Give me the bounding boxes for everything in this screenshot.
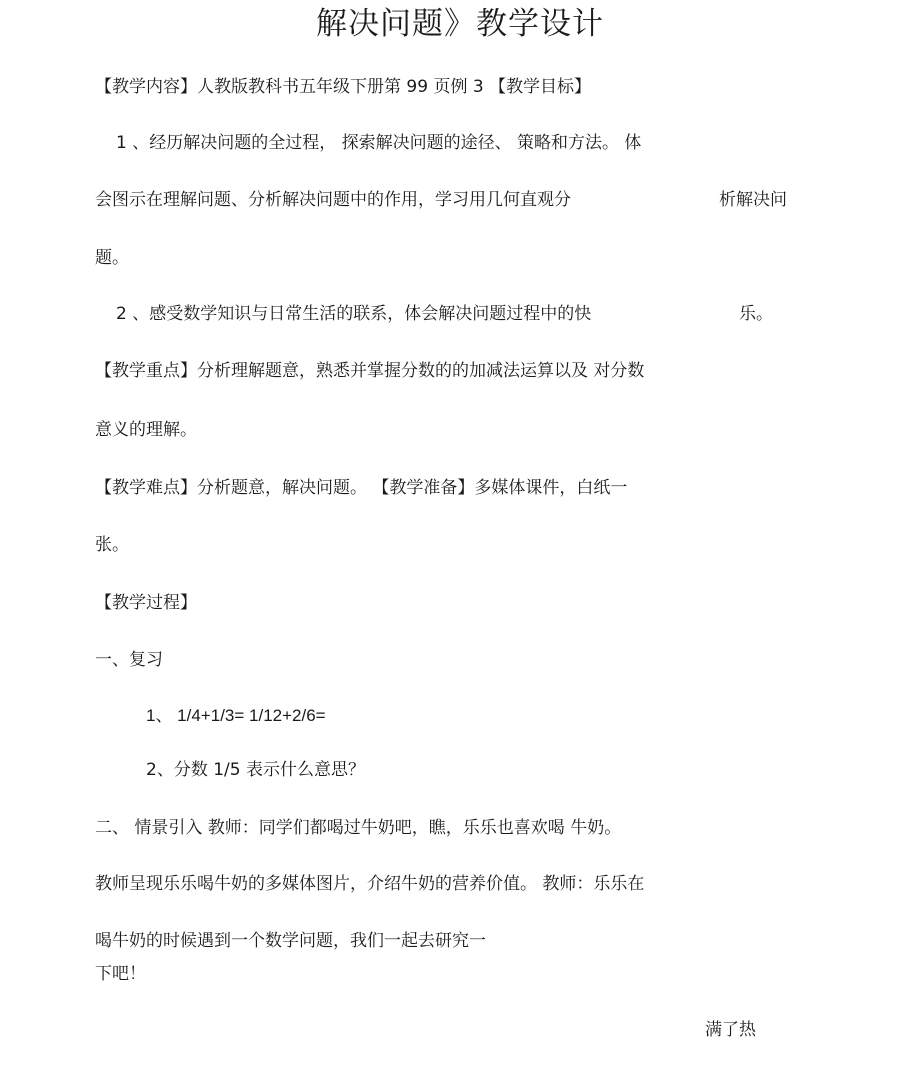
- intro-line-b: 教师呈现乐乐喝牛奶的多媒体图片，介绍牛奶的营养价值。 教师：乐乐在: [95, 874, 645, 894]
- document-title: 解决问题》教学设计: [316, 6, 604, 42]
- process-heading: 【教学过程】: [95, 593, 197, 613]
- difficulty-line-b: 张。: [95, 535, 129, 555]
- teaching-content-line: 【教学内容】人教版教科书五年级下册第 99 页例 3 【教学目标】: [95, 77, 592, 97]
- review-heading: 一、复习: [95, 650, 163, 670]
- goal-1-line-c: 题。: [95, 248, 129, 268]
- goal-2-tail: 乐。: [739, 304, 773, 324]
- difficulty-line-a: 【教学难点】分析题意，解决问题。 【教学准备】多媒体课件，白纸一: [95, 478, 628, 498]
- page-tail-fragment: 满了热: [705, 1020, 756, 1040]
- intro-line-d: 下吧！: [95, 964, 146, 984]
- goal-2-line: 2 、感受数学知识与日常生活的联系，体会解决问题过程中的快: [116, 304, 592, 324]
- key-points-line-b: 意义的理解。: [95, 420, 197, 440]
- intro-line-a: 二、 情景引入 教师：同学们都喝过牛奶吧，瞧，乐乐也喜欢喝 牛奶。: [95, 818, 622, 838]
- key-points-line-a: 【教学重点】分析理解题意，熟悉并掌握分数的的加减法运算以及 对分数: [95, 361, 645, 381]
- review-question-2: 2、分数 1/5 表示什么意思？: [146, 760, 365, 780]
- goal-1-line-a: 1 、经历解决问题的全过程， 探索解决问题的途径、 策略和方法。 体: [116, 133, 642, 153]
- review-question-1: 1、 1/4+1/3= 1/12+2/6=: [146, 706, 326, 725]
- intro-line-c: 喝牛奶的时候遇到一个数学问题，我们一起去研究一: [95, 931, 486, 951]
- goal-1-line-b: 会图示在理解问题、分析解决问题中的作用，学习用几何直观分: [95, 190, 571, 210]
- goal-1-line-b-tail: 析解决问: [719, 190, 787, 210]
